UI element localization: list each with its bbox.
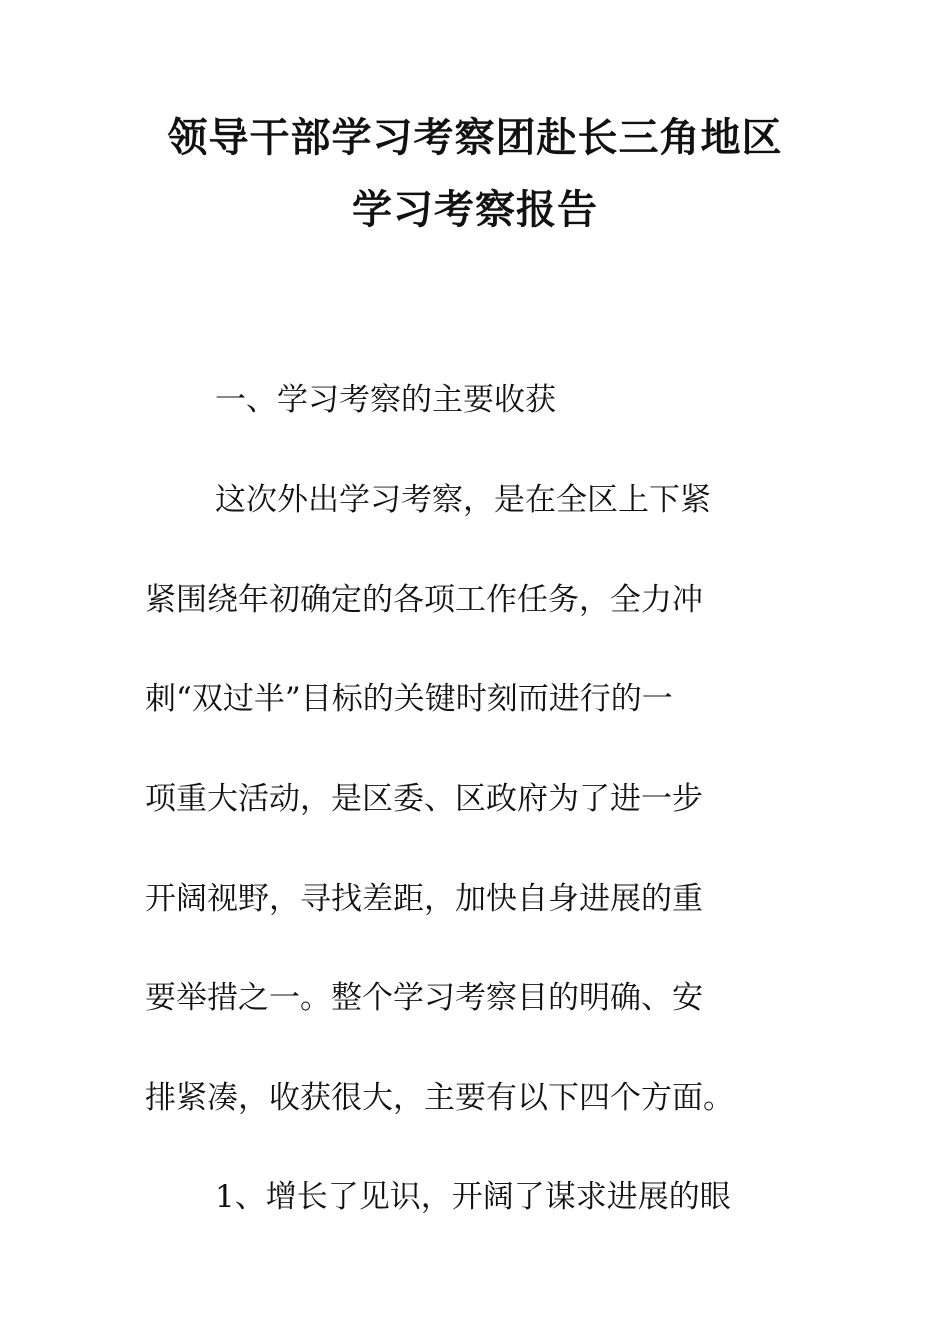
list-item-1: 1、增长了见识，开阔了谋求进展的眼 <box>215 1179 731 1215</box>
paragraph-line: 项重大活动，是区委、区政府为了进一步 <box>145 781 703 817</box>
paragraph-line: 刺“双过半”目标的关键时刻而进行的一 <box>145 681 673 717</box>
title-line-1: 领导干部学习考察团赴长三角地区 <box>167 115 783 161</box>
paragraph-line: 开阔视野，寻找差距，加快自身进展的重 <box>145 881 703 917</box>
paragraph-line: 这次外出学习考察，是在全区上下紧 <box>215 482 711 518</box>
document-title <box>0 115 950 233</box>
paragraph-line: 排紧凑，收获很大，主要有以下四个方面。 <box>145 1080 734 1116</box>
paragraph-line: 要举措之一。整个学习考察目的明确、安 <box>145 980 703 1016</box>
paragraph-line: 紧围绕年初确定的各项工作任务，全力冲 <box>145 582 703 618</box>
title-line-2: 学习考察报告 <box>352 187 598 233</box>
section-heading: 一、学习考察的主要收获 <box>215 382 556 418</box>
